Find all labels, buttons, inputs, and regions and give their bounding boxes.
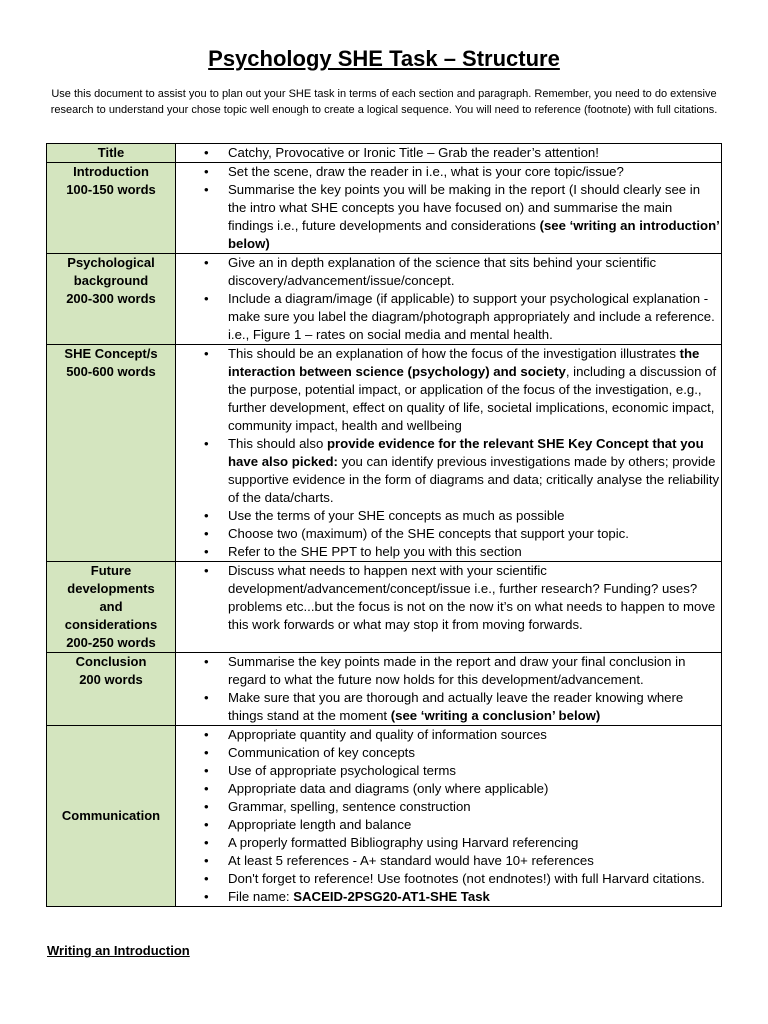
- bullet-list: [176, 562, 721, 634]
- bullet-item: [176, 345, 721, 435]
- bullet-item: [176, 653, 721, 689]
- bullet-item: [176, 852, 721, 870]
- row-label: [47, 254, 176, 345]
- bullet-item: [176, 290, 721, 344]
- text: Grammar, spelling, sentence construction: [228, 799, 471, 814]
- text: This should be an explanation of how the focus of the investigation illustrates: [228, 346, 680, 361]
- text: Set the scene, draw the reader in i.e., what is your core topic/issue?: [228, 164, 624, 179]
- bold-text: (see ‘writing a conclusion’ below): [390, 708, 601, 723]
- bold-text: the interaction between science (psychology) and society: [228, 346, 700, 379]
- row-label-line: and: [99, 599, 123, 614]
- bullet-list: [176, 163, 721, 253]
- bullet-list: [176, 254, 721, 344]
- bullet-item: [176, 543, 721, 561]
- text: , including a discussion of the purpose, potential impact, or application of the focus of the investigation, e.g., further development, effect on quality of life, societal implications, economic impact, community impact, health and wellbeing: [228, 364, 717, 433]
- row-label-line: background: [73, 273, 149, 288]
- row-label-line: 200-250 words: [66, 635, 156, 650]
- table-row: [47, 653, 722, 726]
- text: Summarise the key points made in the report and draw your final conclusion in regard to what the future now holds for this development/advancement.: [228, 654, 686, 687]
- text: Discuss what needs to happen next with your scientific development/advancement/concept/issue i.e., further research? Funding? uses? problems etc...but the focus is not on the now it’s on what needs to happen to move this work forwards or what may stop it from moving forwards.: [228, 563, 716, 632]
- table-row: [47, 726, 722, 907]
- row-label: [47, 345, 176, 562]
- row-label-line: 200-300 words: [66, 291, 156, 306]
- row-content: [176, 562, 722, 653]
- row-label-line: Conclusion: [75, 654, 147, 669]
- bold-text: (see ‘writing an introduction’ below): [228, 218, 720, 251]
- bullet-list: [176, 726, 721, 906]
- row-content: [176, 163, 722, 254]
- bullet-item: [176, 181, 721, 253]
- table-row: [47, 345, 722, 562]
- bold-text: SACEID-2PSG20-AT1-SHE Task: [293, 889, 490, 904]
- bullet-item: [176, 834, 721, 852]
- row-label-line: considerations: [64, 617, 158, 632]
- text: Appropriate data and diagrams (only where applicable): [228, 781, 549, 796]
- row-content: [176, 345, 722, 562]
- row-label-line: developments: [67, 581, 155, 596]
- bullet-item: [176, 870, 721, 888]
- bullet-item: [176, 689, 721, 725]
- row-label: [47, 726, 176, 907]
- text: Catchy, Provocative or Ironic Title – Grab the reader’s attention!: [228, 145, 599, 160]
- bullet-item: [176, 144, 721, 162]
- bullet-item: [176, 798, 721, 816]
- bullet-item: [176, 507, 721, 525]
- bullet-item: [176, 562, 721, 634]
- table-row: [47, 254, 722, 345]
- row-label-line: 500-600 words: [66, 364, 156, 379]
- bullet-item: [176, 726, 721, 744]
- bullet-item: [176, 744, 721, 762]
- text: Use the terms of your SHE concepts as much as possible: [228, 508, 565, 523]
- page-title: Psychology SHE Task – Structure: [208, 46, 560, 71]
- text: Give an in depth explanation of the science that sits behind your scientific discovery/advancement/issue/concept.: [228, 255, 657, 288]
- text: Communication of key concepts: [228, 745, 415, 760]
- text: you can identify previous investigations made by others; provide supportive evidence in the form of diagrams and data; critically analyse the reliability of the data/charts.: [228, 454, 720, 505]
- text: At least 5 references - A+ standard would have 10+ references: [228, 853, 594, 868]
- bullet-item: [176, 762, 721, 780]
- text: Appropriate quantity and quality of information sources: [228, 727, 547, 742]
- row-label-line: Psychological: [67, 255, 155, 270]
- row-content: [176, 726, 722, 907]
- bullet-item: [176, 780, 721, 798]
- bullet-list: [176, 653, 721, 725]
- text: Make sure that you are thorough and actually leave the reader knowing where things stand at the moment: [228, 690, 684, 723]
- row-content: [176, 254, 722, 345]
- text: Include a diagram/image (if applicable) to support your psychological explanation - make sure you label the diagram/photograph appropriately and include a reference. i.e., Figure 1 – rates on social media and mental health.: [228, 291, 715, 342]
- bullet-list: [176, 345, 721, 561]
- row-label: [47, 562, 176, 653]
- row-label-line: 100-150 words: [66, 182, 156, 197]
- text: Summarise the key points you will be making in the report (I should clearly see in the intro what SHE concepts you have focused on) and summarise the main findings i.e., future developments and considerations: [228, 182, 701, 233]
- row-label-line: Communication: [61, 808, 161, 823]
- bullet-item: [176, 888, 721, 906]
- text: Refer to the SHE PPT to help you with this section: [228, 544, 522, 559]
- text: This should also: [228, 436, 327, 451]
- table-row: [47, 144, 722, 163]
- row-content: [176, 144, 722, 163]
- text: Appropriate length and balance: [228, 817, 412, 832]
- text: Choose two (maximum) of the SHE concepts that support your topic.: [228, 526, 629, 541]
- row-label-line: 200 words: [79, 672, 143, 687]
- intro-paragraph: Use this document to assist you to plan out your SHE task in terms of each section and paragraph. Remember, you need to do extensive research to understand your chose topic well enough to create a logical sequence. You will need to reference (footnote) with full citations.: [50, 88, 718, 116]
- bullet-item: [176, 816, 721, 834]
- text: Use of appropriate psychological terms: [228, 763, 456, 778]
- table-row: [47, 163, 722, 254]
- structure-table: [46, 143, 722, 907]
- row-label: [47, 144, 176, 163]
- row-label-line: Title: [97, 145, 125, 160]
- section-heading-writing-introduction: Writing an Introduction: [47, 943, 190, 958]
- row-label-line: Future: [90, 563, 132, 578]
- bold-text: provide evidence for the relevant SHE Key Concept that you have also picked:: [228, 436, 704, 469]
- row-label: [47, 653, 176, 726]
- text: File name:: [228, 889, 294, 904]
- row-label-line: SHE Concept/s: [64, 346, 158, 361]
- bullet-item: [176, 525, 721, 543]
- row-label-line: Introduction: [73, 164, 149, 179]
- text: A properly formatted Bibliography using Harvard referencing: [228, 835, 579, 850]
- table-row: [47, 562, 722, 653]
- bullet-list: [176, 144, 721, 162]
- bullet-item: [176, 254, 721, 290]
- text: Don't forget to reference! Use footnotes (not endnotes!) with full Harvard citations.: [228, 871, 705, 886]
- bullet-item: [176, 435, 721, 507]
- row-content: [176, 653, 722, 726]
- row-label: [47, 163, 176, 254]
- bullet-item: [176, 163, 721, 181]
